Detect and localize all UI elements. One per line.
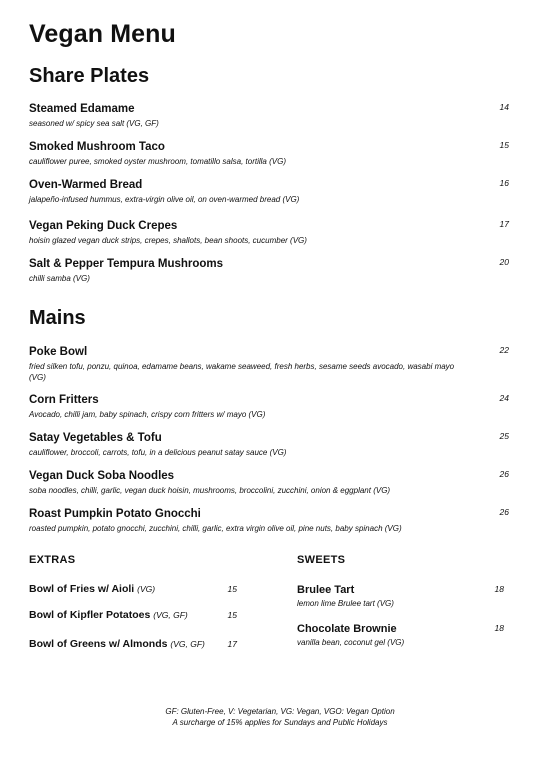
extra-dietary-note: (VG, GF) (170, 639, 205, 649)
item-description: hoisin glazed vegan duck strips, crepes, shallots, bean shoots, cucumber (VG) (29, 236, 307, 245)
menu-item (29, 393, 509, 420)
menu-item (29, 102, 509, 129)
item-description: seasoned w/ spicy sea salt (VG, GF) (29, 119, 159, 128)
item-name: Poke Bowl (29, 346, 88, 358)
item-description: jalapeño-infused hummus, extra-virgin olive oil, on oven-warmed bread (VG) (29, 195, 300, 204)
extra-item (29, 638, 237, 650)
menu-item (29, 178, 509, 205)
item-price: 14 (499, 102, 509, 112)
item-name: Satay Vegetables & Tofu (29, 432, 162, 444)
item-name: Corn Fritters (29, 394, 99, 406)
sweet-name: Brulee Tart (297, 584, 355, 596)
extra-dietary-note: (VG) (137, 584, 156, 594)
extra-price: 15 (227, 584, 237, 594)
sweet-price: 18 (494, 623, 504, 633)
extra-item (29, 609, 237, 621)
item-price: 26 (499, 507, 509, 517)
item-price: 26 (499, 469, 509, 479)
menu-item (29, 140, 509, 167)
dietary-legend: GF: Gluten-Free, V: Vegetarian, VG: Vegan, VGO: Vegan Option (165, 707, 395, 716)
extras-heading: EXTRAS (29, 554, 76, 566)
item-name: Vegan Peking Duck Crepes (29, 220, 178, 232)
menu-item (29, 507, 509, 534)
extra-name: Bowl of Greens w/ Almonds (29, 638, 168, 650)
extra-price: 15 (227, 610, 237, 620)
item-name: Vegan Duck Soba Noodles (29, 470, 175, 482)
item-price: 15 (499, 140, 509, 150)
menu-item (29, 219, 509, 246)
sweets-heading: SWEETS (297, 554, 346, 566)
item-price: 20 (499, 257, 509, 267)
item-price: 25 (499, 431, 509, 441)
menu-item (29, 345, 509, 383)
item-price: 22 (499, 345, 509, 355)
sweet-description: lemon lime Brulee tart (VG) (297, 599, 394, 608)
page-title: Vegan Menu (29, 20, 176, 48)
item-description: soba noodles, chilli, garlic, vegan duck hoisin, mushrooms, broccolini, zucchini, onion & eggplant (VG) (29, 486, 391, 495)
surcharge-note: A surcharge of 15% applies for Sundays and Public Holidays (172, 718, 388, 727)
extra-item (29, 583, 237, 595)
extra-name: Bowl of Kipfler Potatoes (29, 609, 151, 621)
item-description: chilli samba (VG) (29, 274, 90, 283)
sweet-item (297, 584, 504, 608)
item-price: 17 (499, 219, 509, 229)
item-name: Smoked Mushroom Taco (29, 141, 165, 153)
sweet-name: Chocolate Brownie (297, 623, 397, 635)
sweet-item (297, 623, 504, 647)
item-description: cauliflower, broccoli, carrots, tofu, in a delicious peanut satay sauce (VG) (29, 448, 287, 457)
item-description: roasted pumpkin, potato gnocchi, zucchini, chilli, garlic, extra virgin olive oil, pine nuts, baby spinach (VG) (29, 524, 402, 533)
sweet-description: vanilla bean, coconut gel (VG) (297, 638, 405, 647)
mains-heading: Mains (29, 307, 86, 329)
item-name: Roast Pumpkin Potato Gnocchi (29, 508, 201, 520)
extra-dietary-note: (VG, GF) (153, 610, 188, 620)
item-description: fried silken tofu, ponzu, quinoa, edamame beans, wakame seaweed, fresh herbs, sesame seeds avocado, wasabi mayo (VG) (29, 362, 455, 382)
item-price: 16 (499, 178, 509, 188)
sweet-price: 18 (494, 584, 504, 594)
menu-item (29, 469, 509, 496)
item-name: Steamed Edamame (29, 103, 135, 115)
extra-price: 17 (227, 639, 237, 649)
item-price: 24 (499, 393, 509, 403)
extra-name: Bowl of Fries w/ Aioli (29, 583, 135, 595)
menu-item (29, 257, 509, 284)
share-plates-heading: Share Plates (29, 65, 150, 87)
menu-item (29, 431, 509, 458)
item-description: cauliflower puree, smoked oyster mushroom, tomatillo salsa, tortilla (VG) (29, 157, 286, 166)
item-name: Salt & Pepper Tempura Mushrooms (29, 258, 224, 270)
item-description: Avocado, chilli jam, baby spinach, crispy corn fritters w/ mayo (VG) (29, 410, 266, 419)
item-name: Oven-Warmed Bread (29, 179, 143, 191)
